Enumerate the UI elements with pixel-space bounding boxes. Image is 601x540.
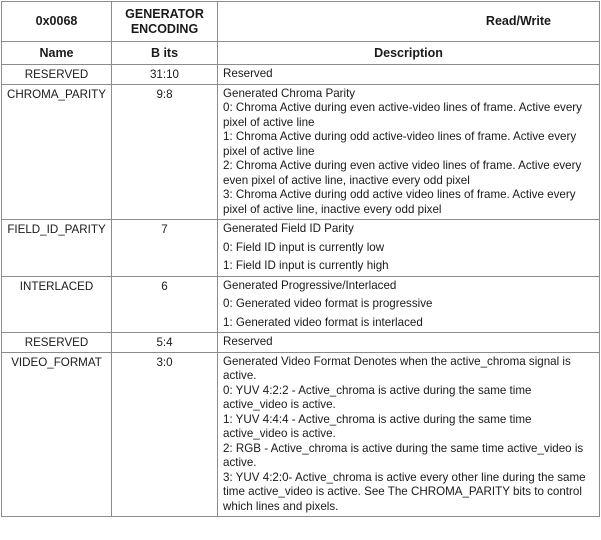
description-option: 0: Generated video format is progressive	[223, 297, 433, 310]
description-option: 3: YUV 4:2:0- Active_chroma is active every other line during the same time active_video is active. See The CHROMA_PARITY bits to control which lines and pixels.	[223, 470, 586, 513]
description-title: Reserved	[223, 67, 273, 80]
description-option: 1: Chroma Active during odd active-video lines of frame. Active every pixel of active line	[223, 130, 577, 158]
field-name: RESERVED	[2, 333, 112, 353]
field-name: VIDEO_FORMAT	[2, 352, 112, 517]
description-option: 2: RGB - Active_chroma is active during the same time active_video is active.	[223, 441, 584, 469]
register-access: Read/Write	[218, 2, 600, 42]
register-title-line1: GENERATOR	[125, 6, 204, 21]
register-table	[1, 1, 600, 517]
description-option: 1: YUV 4:4:4 - Active_chroma is active during the same time active_video is active.	[223, 412, 532, 440]
field-description	[218, 276, 600, 333]
register-address: 0x0068	[2, 2, 112, 42]
column-header-bits: B its	[112, 42, 218, 65]
description-option: 2: Chroma Active during even active video lines of frame. Active every even pixel of active line, inactive every odd pixel	[223, 159, 582, 187]
field-description	[218, 65, 600, 85]
field-bits: 6	[112, 276, 218, 333]
table-row	[2, 352, 600, 517]
field-bits: 31:10	[112, 65, 218, 85]
description-option: 1: Field ID input is currently high	[223, 259, 389, 272]
description-title: Reserved	[223, 335, 273, 348]
field-bits: 3:0	[112, 352, 218, 517]
field-name: CHROMA_PARITY	[2, 84, 112, 220]
field-description	[218, 352, 600, 517]
field-description	[218, 333, 600, 353]
column-header-name: Name	[2, 42, 112, 65]
table-row	[2, 220, 600, 277]
field-bits: 9:8	[112, 84, 218, 220]
field-bits: 7	[112, 220, 218, 277]
description-title: Generated Video Format Denotes when the active_chroma signal is active.	[223, 354, 571, 382]
field-name: FIELD_ID_PARITY	[2, 220, 112, 277]
column-header-description: Description	[218, 42, 600, 65]
table-row	[2, 84, 600, 220]
description-option: 1: Generated video format is interlaced	[223, 315, 423, 329]
field-name: RESERVED	[2, 65, 112, 85]
table-row	[2, 333, 600, 353]
description-title: Generated Chroma Parity	[223, 86, 356, 100]
field-bits: 5:4	[112, 333, 218, 353]
table-row	[2, 276, 600, 333]
description-title: Generated Field ID Parity	[223, 222, 354, 235]
description-title: Generated Progressive/Interlaced	[223, 278, 397, 292]
field-description	[218, 84, 600, 220]
register-title	[112, 2, 218, 42]
table-row	[2, 65, 600, 85]
register-rows	[2, 65, 600, 517]
register-title-line2: ENCODING	[130, 21, 199, 36]
column-header-row	[2, 42, 600, 65]
description-option: 3: Chroma Active during odd active video lines of frame. Active every pixel of active line, inactive every odd pixel	[223, 188, 576, 216]
description-option: 0: YUV 4:2:2 - Active_chroma is active during the same time active_video is active.	[223, 383, 532, 411]
description-option: 0: Field ID input is currently low	[223, 240, 385, 254]
field-description	[218, 220, 600, 277]
register-header-row	[2, 2, 600, 42]
field-name: INTERLACED	[2, 276, 112, 333]
description-option: 0: Chroma Active during even active-video lines of frame. Active every pixel of active line	[223, 101, 582, 129]
